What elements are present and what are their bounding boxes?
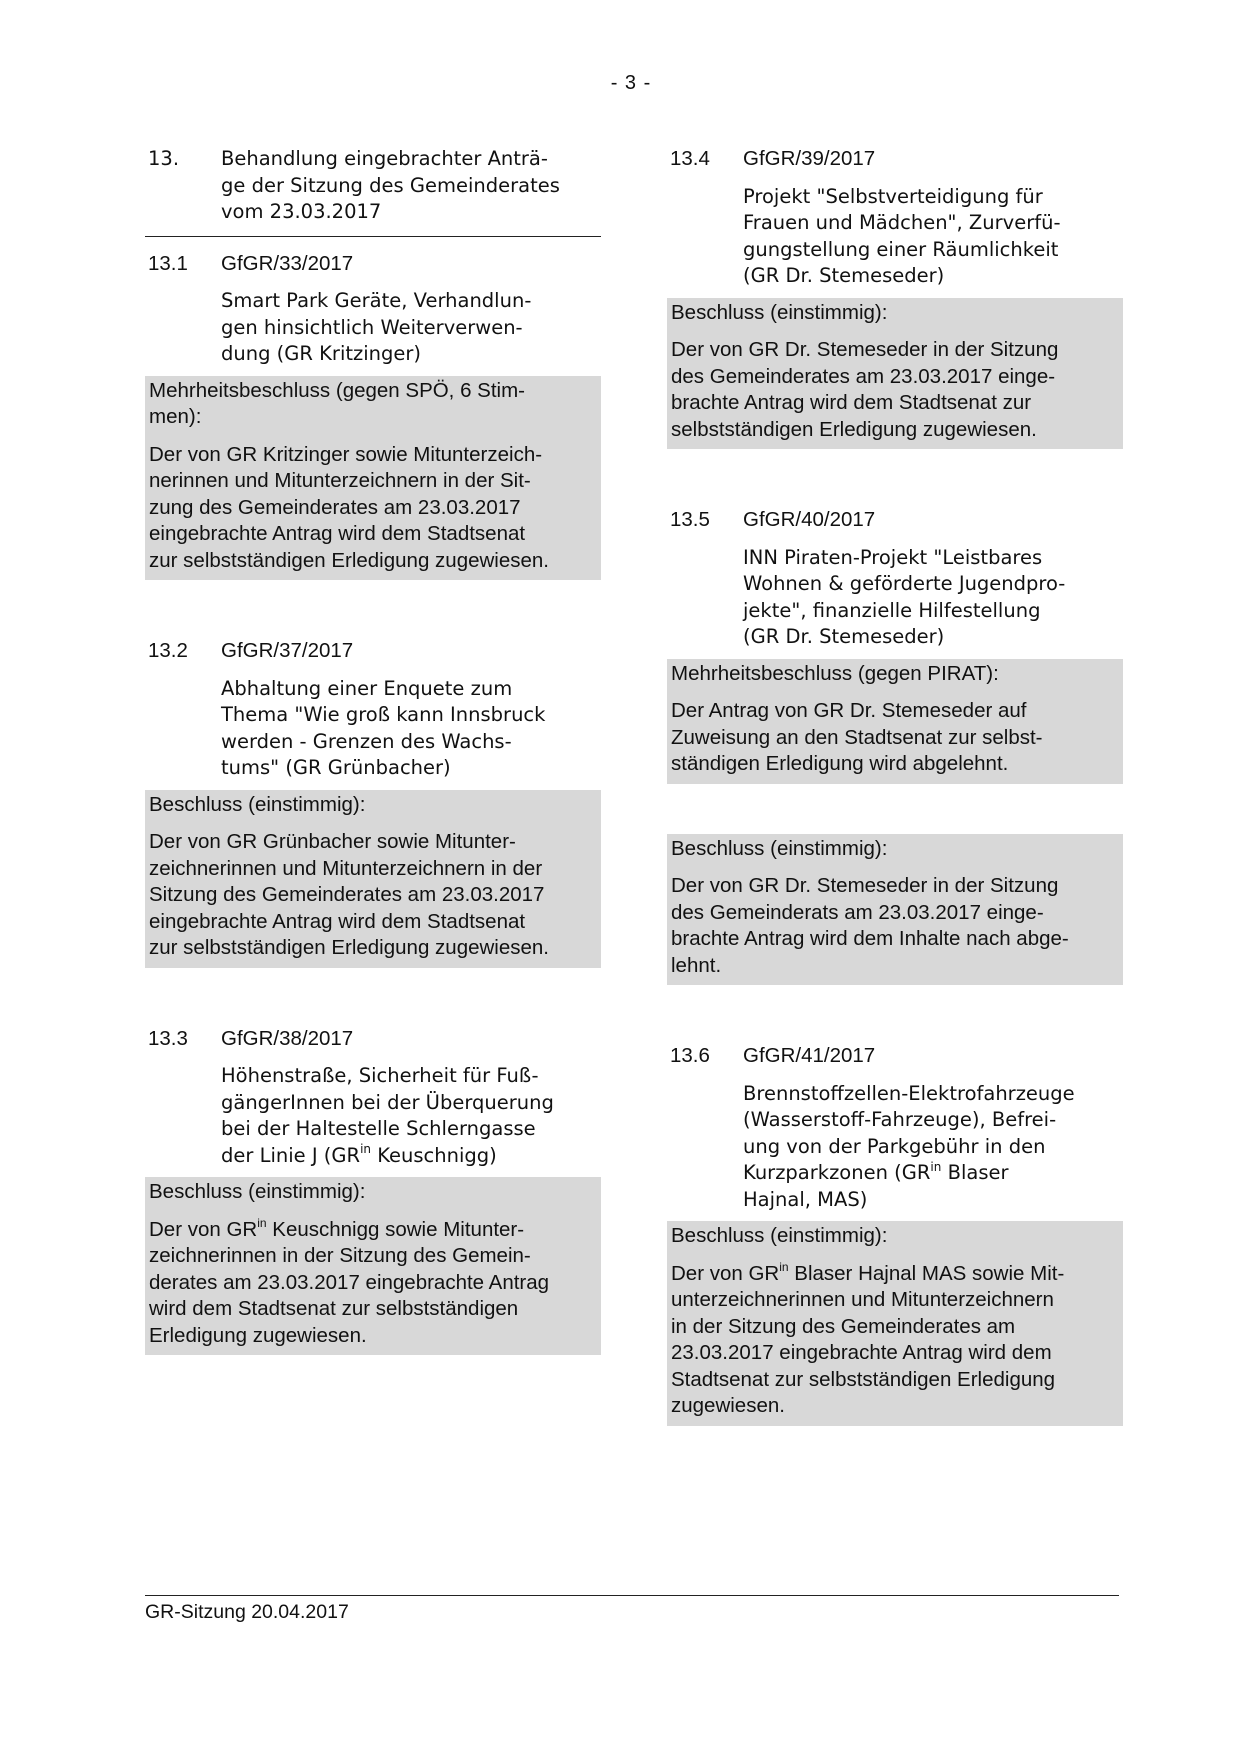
decision-box bbox=[667, 834, 1123, 986]
title-line: Abhaltung einer Enquete zum bbox=[221, 676, 513, 700]
title-line: (GR Dr. Stemeseder) bbox=[743, 264, 945, 287]
title-line: bei der Haltestelle Schlerngasse bbox=[221, 1117, 536, 1140]
text-line: zugewiesen. bbox=[671, 1394, 785, 1417]
decision-text bbox=[149, 818, 597, 968]
item-heading bbox=[667, 1043, 1123, 1070]
text-line: Sitzung des Gemeinderates am 23.03.2017 bbox=[149, 883, 545, 906]
item-number: 13.5 bbox=[670, 508, 710, 531]
item-code: GfGR/33/2017 bbox=[221, 251, 354, 275]
text-line: wird dem Stadtsenat zur selbstständigen bbox=[149, 1297, 519, 1320]
decision-label: Mehrheitsbeschluss (gegen PIRAT): bbox=[671, 661, 999, 685]
text-line: des Gemeinderates am 23.03.2017 einge- bbox=[671, 364, 1056, 388]
item-13-5 bbox=[667, 507, 1123, 985]
item-13-6 bbox=[667, 1043, 1123, 1426]
text-line: zung des Gemeinderates am 23.03.2017 bbox=[149, 495, 521, 519]
text-line: derates am 23.03.2017 eingebrachte Antrag bbox=[149, 1270, 550, 1294]
text-line: des Gemeinderats am 23.03.2017 einge- bbox=[671, 900, 1044, 924]
decision-box bbox=[667, 298, 1123, 450]
title-line: werden - Grenzen des Wachs- bbox=[221, 729, 512, 753]
decision-box bbox=[667, 1221, 1123, 1426]
decision-box bbox=[145, 790, 601, 968]
title-line bbox=[221, 1143, 601, 1170]
title-text: Kurzparkzonen (GR bbox=[743, 1161, 931, 1184]
text-line: Der Antrag von GR Dr. Stemeseder auf bbox=[671, 699, 1027, 722]
item-title bbox=[145, 1063, 601, 1169]
title-line: (GR Dr. Stemeseder) bbox=[743, 625, 945, 648]
section-heading bbox=[145, 146, 601, 237]
text-line: lehnt. bbox=[671, 953, 722, 977]
text-part: Der von GR bbox=[149, 1217, 258, 1241]
decision-label: Beschluss (einstimmig): bbox=[671, 836, 888, 860]
text-line: brachte Antrag wird dem Inhalte nach abge- bbox=[671, 927, 1069, 950]
decision-text bbox=[671, 326, 1119, 449]
decision-label: Beschluss (einstimmig): bbox=[671, 300, 888, 324]
right-column bbox=[667, 146, 1123, 1426]
text-part: Der von GR bbox=[671, 1261, 780, 1285]
title-line: Frauen und Mädchen", Zurverfü- bbox=[743, 211, 1061, 234]
text-line: Der von GR Dr. Stemeseder in der Sitzung bbox=[671, 338, 1059, 361]
item-heading bbox=[145, 251, 601, 278]
item-heading bbox=[145, 638, 601, 665]
title-line: gängerInnen bei der Überquerung bbox=[221, 1090, 554, 1114]
item-number: 13.3 bbox=[148, 1026, 188, 1050]
item-code: GfGR/40/2017 bbox=[743, 508, 876, 531]
text-line: selbstständigen Erledigung zugewiesen. bbox=[671, 417, 1037, 441]
title-line: dung (GR Kritzinger) bbox=[221, 342, 422, 365]
item-number: 13.1 bbox=[148, 251, 188, 275]
item-code: GfGR/39/2017 bbox=[743, 147, 876, 170]
label-line: men): bbox=[149, 405, 202, 428]
text-line: Stadtsenat zur selbstständigen Erledigung bbox=[671, 1367, 1056, 1391]
decision-label: Beschluss (einstimmig): bbox=[149, 792, 366, 816]
page-number: - 3 - bbox=[610, 72, 652, 94]
decision-box bbox=[667, 659, 1123, 784]
decision-text bbox=[671, 1250, 1119, 1426]
text-superscript: in bbox=[257, 1215, 267, 1230]
item-number: 13.4 bbox=[670, 147, 710, 170]
decision-box bbox=[145, 376, 601, 581]
text-line: Zuweisung an den Stadtsenat zur selbst- bbox=[671, 725, 1043, 749]
item-13-4 bbox=[667, 146, 1123, 449]
item-code: GfGR/37/2017 bbox=[221, 639, 354, 662]
text-line: eingebrachte Antrag wird dem Stadtsenat bbox=[149, 909, 526, 933]
left-column bbox=[145, 146, 601, 1355]
item-title bbox=[145, 288, 601, 368]
title-line: gen hinsichtlich Weiterverwen- bbox=[221, 315, 523, 339]
text-line: 23.03.2017 eingebrachte Antrag wird dem bbox=[671, 1341, 1052, 1364]
decision-text bbox=[149, 1206, 597, 1356]
title-line: Projekt "Selbstverteidigung für bbox=[743, 184, 1043, 208]
text-part: Blaser Hajnal MAS sowie Mit- bbox=[788, 1261, 1065, 1285]
text-line: brachte Antrag wird dem Stadtsenat zur bbox=[671, 391, 1032, 414]
item-title bbox=[145, 676, 601, 782]
title-line: jekte", finanzielle Hilfestellung bbox=[743, 598, 1041, 622]
title-line: Thema "Wie groß kann Innsbruck bbox=[221, 703, 546, 726]
footer-text: GR-Sitzung 20.04.2017 bbox=[145, 1601, 349, 1623]
item-title bbox=[667, 1081, 1123, 1214]
title-line: (Wasserstoff-Fahrzeuge), Befrei- bbox=[743, 1108, 1057, 1131]
text-line: zeichnerinnen in der Sitzung des Gemein- bbox=[149, 1244, 531, 1267]
decision-text bbox=[671, 687, 1119, 784]
text-line bbox=[149, 1217, 597, 1244]
item-13-1 bbox=[145, 251, 601, 581]
decision-label: Beschluss (einstimmig): bbox=[149, 1180, 366, 1203]
item-title bbox=[667, 545, 1123, 651]
item-heading bbox=[667, 146, 1123, 173]
text-line: zur selbstständigen Erledigung zugewiesen. bbox=[149, 936, 550, 959]
text-part: Keuschnigg sowie Mitunter- bbox=[266, 1217, 525, 1241]
title-text: Blaser bbox=[941, 1161, 1009, 1184]
text-line: nerinnen und Mitunterzeichnern in der Sit- bbox=[149, 469, 531, 492]
text-superscript: in bbox=[779, 1259, 789, 1274]
title-line: Höhenstraße, Sicherheit für Fuß- bbox=[221, 1064, 539, 1087]
item-number: 13.6 bbox=[670, 1044, 710, 1067]
section-number: 13. bbox=[148, 147, 180, 170]
text-line: in der Sitzung des Gemeinderates am bbox=[671, 1314, 1016, 1338]
decision-label: Beschluss (einstimmig): bbox=[671, 1224, 888, 1247]
text-line: Der von GR Dr. Stemeseder in der Sitzung bbox=[671, 874, 1059, 897]
title-line: Hajnal, MAS) bbox=[743, 1187, 868, 1211]
text-line: zur selbstständigen Erledigung zugewiesen. bbox=[149, 548, 550, 572]
decision-label bbox=[149, 376, 597, 431]
title-text: Keuschnigg) bbox=[371, 1143, 497, 1167]
text-line: Der von GR Kritzinger sowie Mitunterzeich- bbox=[149, 442, 543, 466]
item-heading bbox=[667, 507, 1123, 534]
title-line: gungstellung einer Räumlichkeit bbox=[743, 237, 1059, 261]
title-line bbox=[743, 1160, 1123, 1187]
text-line: unterzeichnerinnen und Mitunterzeichnern bbox=[671, 1288, 1054, 1311]
text-line: zeichnerinnen und Mitunterzeichnern in der bbox=[149, 856, 543, 880]
title-superscript: in bbox=[930, 1159, 942, 1174]
label-line: Mehrheitsbeschluss (gegen SPÖ, 6 Stim- bbox=[149, 378, 525, 402]
item-heading bbox=[145, 1026, 601, 1053]
title-line: ung von der Parkgebühr in den bbox=[743, 1134, 1046, 1158]
section-title: Behandlung eingebrachter Anträ- ge der Sitzung des Gemeinderates vom 23.03.2017 bbox=[221, 147, 560, 223]
item-code: GfGR/38/2017 bbox=[221, 1026, 354, 1050]
text-line: Erledigung zugewiesen. bbox=[149, 1323, 367, 1347]
text-line: Der von GR Grünbacher sowie Mitunter- bbox=[149, 830, 516, 853]
title-line: Wohnen & geförderte Jugendpro- bbox=[743, 572, 1066, 595]
title-superscript: in bbox=[360, 1142, 372, 1156]
item-title bbox=[667, 184, 1123, 290]
item-code: GfGR/41/2017 bbox=[743, 1044, 876, 1067]
title-line: INN Piraten-Projekt "Leistbares bbox=[743, 545, 1043, 569]
title-line: tums" (GR Grünbacher) bbox=[221, 756, 451, 779]
text-line bbox=[671, 1261, 1119, 1288]
item-13-2 bbox=[145, 638, 601, 968]
item-number: 13.2 bbox=[148, 639, 188, 662]
footer-divider bbox=[145, 1595, 1119, 1596]
text-line: eingebrachte Antrag wird dem Stadtsenat bbox=[149, 522, 526, 545]
decision-text bbox=[671, 862, 1119, 985]
title-text: der Linie J (GR bbox=[221, 1143, 361, 1167]
item-13-3 bbox=[145, 1026, 601, 1356]
title-line: Smart Park Geräte, Verhandlun- bbox=[221, 289, 532, 312]
decision-text bbox=[149, 431, 597, 581]
title-line: Brennstoffzellen-Elektrofahrzeuge bbox=[743, 1081, 1075, 1105]
text-line: ständigen Erledigung wird abgelehnt. bbox=[671, 752, 1009, 775]
decision-box bbox=[145, 1177, 601, 1355]
